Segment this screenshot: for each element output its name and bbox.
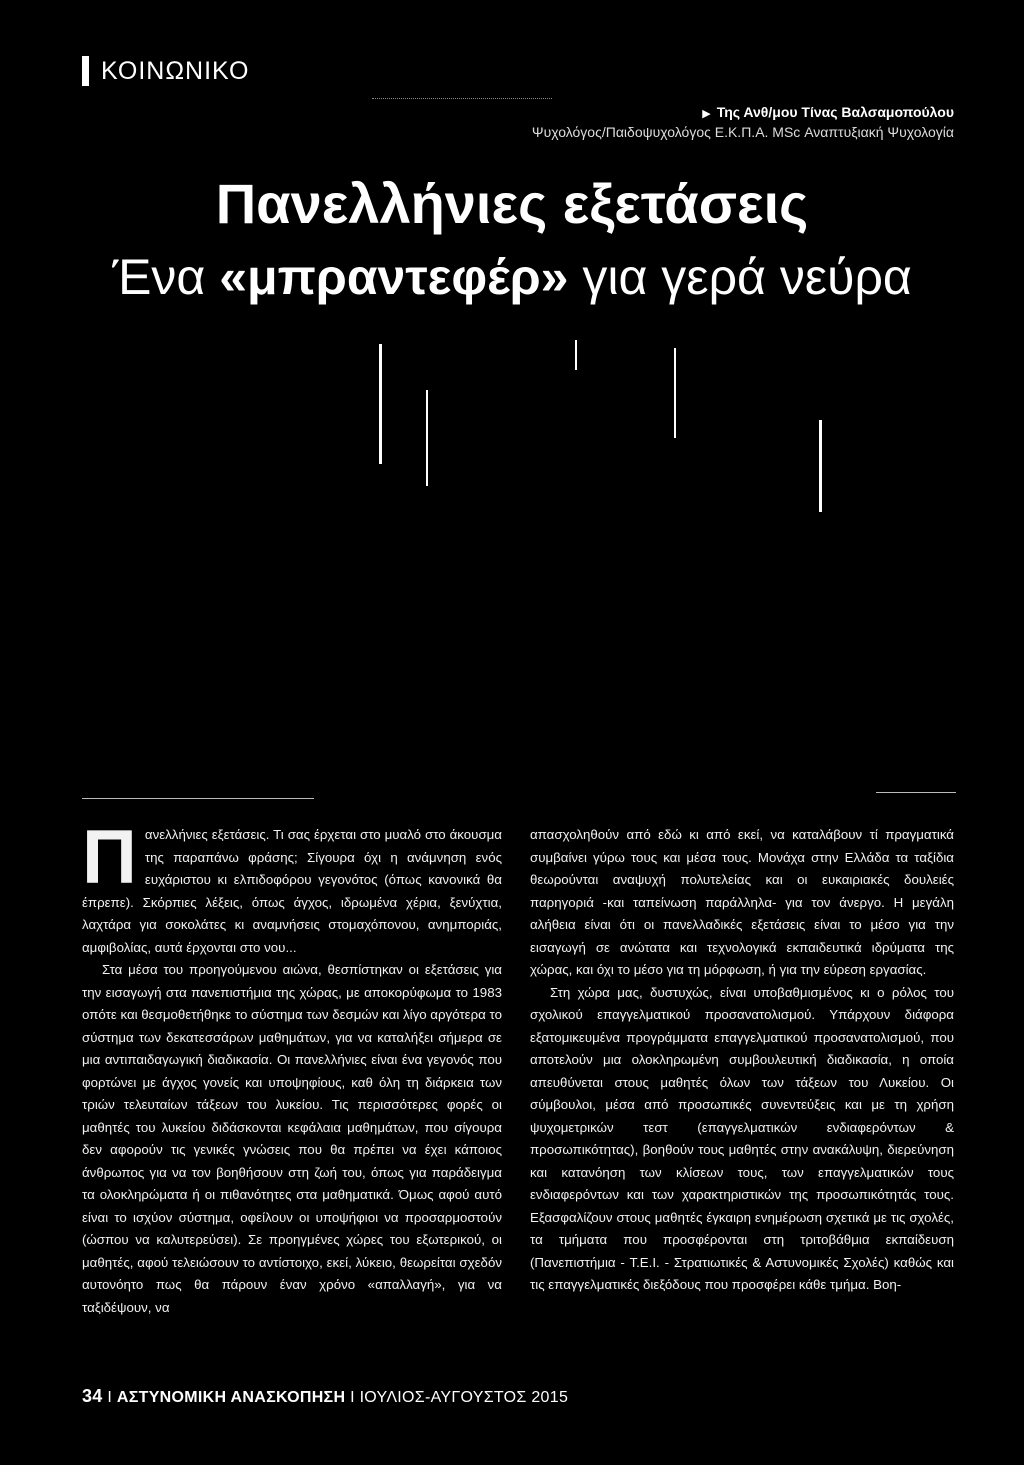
article-paragraph-2: Στα μέσα του προηγούμενου αιώνα, θεσπίστηκαν οι εξετάσεις για την εισαγωγή στα πανεπιστήμια της χώρας, με αποκορύφωμα το 1983 οπότε και θεσμοθετήθηκε το σύστημα των δεσμών και λίγο αργότερα το σύστημα των δεκατεσσάρων μαθημάτων, για να καταλήξει σήμερα σε μια αντιπαιδαγωγική διαδικασία. Οι πανελλήνιες είναι ένα γεγονός που φορτώνει με άγχος γονείς και υποψηφίους, καθ όλη τη διάρκεια των τριών τελευταίων τάξεων του λυκείου. Τις περισσότερες φορές οι μαθητές του λυκείου διδάσκονται κεφάλαια μαθημάτων, που σίγουρα δεν αφορούν τις γενικές γνώσεις που θα πρέπει να έχει κάποιος άνθρωπος για να τον βοηθήσουν στη ζωή του, όπως για παράδειγμα τα ολοκληρώματα ή οι πιθανότητες στα μαθηματικά. Όμως αφού αυτό είναι το ισχύον σύστημα, οφείλουν οι υποψήφιοι να προσαρμοστούν (ώσπου να καλυτερεύσει). Σε προηγμένες χώρες του εξωτερικού, οι μαθητές, αφού τελειώσουν το αντίστοιχο, εκεί, λύκειο, θεωρείται σχεδόν αυτονόητο πως θα πάρουν έναν χρόνο «απαλλαγή», για να ταξιδέψουν, να xyxy=(82,962,502,1315)
subheadline-post: για γερά νεύρα xyxy=(568,249,912,305)
page-footer xyxy=(82,1386,568,1407)
triangle-right-icon: ▶ xyxy=(702,108,711,120)
page-number: 34 xyxy=(82,1386,103,1406)
article-paragraph-4: Στη χώρα μας, δυστυχώς, είναι υποβαθμισμένος κι ο ρόλος του σχολικού επαγγελματικού προσανατολισμού. Υπάρχουν διάφορα εξατομικευμένα προγράμματα επαγγελματικού προσανατολισμού, που αποτελούν μια ολοκληρωμένη συμβουλευτική διαδικασία, η οποία απευθύνεται στους μαθητές όλων των τάξεων του Λυκείου. Οι σύμβουλοι, μέσα από προσωπικές συνεντεύξεις και με τη χρήση ψυχομετρικών τεστ (επαγγελματικών ενδιαφερόντων & προσωπικότητας), βοηθούν τους μαθητές στην ανακάλυψη, διερεύνηση και κατανόηση των κλίσεων τους, των επαγγελματικών τους ενδιαφερόντων και των χαρακτηριστικών της προσωπικότητάς τους. Εξασφαλίζουν στους μαθητές έγκαιρη ενημέρωση σχετικά με τις σχολές, τα τμήματα που προσφέρονται στη τριτοβάθμια εκπαίδευση (Πανεπιστήμια - Τ.Ε.Ι. - Στρατιωτικές & Αστυνομικές Σχολές) καθώς και τις επαγγελματικές διεξόδους που προσφέρει κάθε τμήμα. Βοη- xyxy=(530,984,954,1292)
divider-top xyxy=(372,98,552,99)
divider-left xyxy=(82,798,314,799)
article-column-right xyxy=(530,824,954,1297)
section-bar xyxy=(82,56,89,86)
magazine-name: ΑΣΤΥΝΟΜΙΚΗ ΑΝΑΣΚΟΠΗΣΗ xyxy=(116,1389,346,1406)
author-block xyxy=(532,104,954,140)
drop-cap: Π xyxy=(82,815,137,900)
footer-separator: I xyxy=(107,1389,113,1406)
author-title: Ψυχολόγος/Παιδοψυχολόγος Ε.Κ.Π.Α. MSc Αναπτυξιακή Ψυχολογία xyxy=(531,124,954,140)
paragraph-text: ανελλήνιες εξετάσεις. Τι σας έρχεται στο μυαλό στο άκουσμα της παραπάνω φράσης; Σίγουρα όχι η ανάμνηση ενός ευχάριστου κι ελπιδοφόρου γεγονότος (όπως κανονικά θα έπρεπε). Σκόρπιες λέξεις, όπως άγχος, ιδρωμένα χέρια, ξενύχτια, λαχτάρα για σοκολάτες κι αναμνήσεις στομαχόπονου, ανημποριάς, αμφιβολίας, αυτά έρχονται στο νου... xyxy=(82,827,502,955)
section-header xyxy=(82,56,249,86)
art-line-3 xyxy=(575,340,577,370)
footer-separator: I xyxy=(350,1389,355,1406)
issue-date: ΙΟΥΛΙΟΣ-ΑΥΓΟΥΣΤΟΣ 2015 xyxy=(359,1389,569,1406)
subheadline xyxy=(0,249,1024,305)
author-name: Της Ανθ/μου Τίνας Βαλσαμοπούλου xyxy=(716,104,954,120)
headline: Πανελλήνιες εξετάσεις xyxy=(215,172,809,235)
divider-right xyxy=(876,792,956,793)
art-line-2 xyxy=(426,390,428,486)
art-line-5 xyxy=(819,420,822,512)
subheadline-highlight: «μπραντεφέρ» xyxy=(219,249,569,305)
article-paragraph-3: απασχοληθούν από εδώ κι από εκεί, να καταλάβουν τί πραγματικά συμβαίνει γύρω τους και μέσα τους. Μονάχα στην Ελλάδα τα ταξίδια θεωρούνται αναψυχή πολυτελείας και οι ευκαιριακές δουλειές παρηγοριά -και ταπείνωση παράλληλα- για τον άνεργο. Η μεγάλη αλήθεια είναι ότι οι πανελλαδικές εξετάσεις είναι το μέσο για την εισαγωγή σε ανώτατα και τεχνολογικά εκπαιδευτικά ιδρύματα της χώρας, και όχι το μέσο για τη μόρφωση, ή για την εύρεση εργασίας. xyxy=(530,827,954,977)
article-paragraph-1 xyxy=(82,815,502,959)
article-column-left xyxy=(82,815,502,1319)
art-line-1 xyxy=(379,344,382,464)
author-name-line xyxy=(532,104,954,120)
decorative-lines-art xyxy=(0,330,1024,530)
subheadline-pre: Ένα xyxy=(112,249,220,305)
section-label: ΚΟΙΝΩΝΙΚΟ xyxy=(101,56,250,85)
art-line-4 xyxy=(674,348,676,438)
